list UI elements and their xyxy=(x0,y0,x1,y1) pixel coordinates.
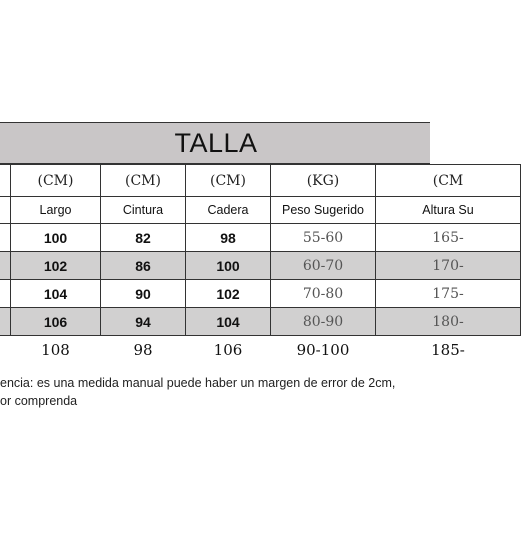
table-cell: 108 xyxy=(41,341,70,359)
note-line-1: encia: es una medida manual puede haber un margen de error de 2cm, xyxy=(0,376,396,390)
size-chart xyxy=(0,122,474,360)
table-cell: 80-90 xyxy=(271,308,376,336)
table-cell xyxy=(0,308,11,336)
table-cell: 102 xyxy=(186,280,271,308)
table-cell: 104 xyxy=(11,280,101,308)
table-row xyxy=(0,280,521,308)
table-cell: 104 xyxy=(186,308,271,336)
unit-cell-cintura: (CM) xyxy=(101,165,186,197)
table-cell: 94 xyxy=(101,308,186,336)
header-peso: Peso Sugerido xyxy=(271,197,376,224)
note-line-2: or comprenda xyxy=(0,394,78,408)
table-cell xyxy=(0,336,11,365)
unit-cell-peso: (KG) xyxy=(271,165,376,197)
title-band xyxy=(0,122,430,164)
table-cell: 86 xyxy=(101,252,186,280)
header-altura: Altura Su xyxy=(376,197,521,224)
table-cell xyxy=(0,224,11,252)
table-cell: 106 xyxy=(213,341,243,359)
table-row xyxy=(0,336,521,365)
table-cell: 70-80 xyxy=(271,280,376,308)
table-cell: 100 xyxy=(11,224,101,252)
size-table xyxy=(0,164,521,364)
table-cell: 90-100 xyxy=(296,341,350,359)
unit-cell-altura: (CM xyxy=(376,165,521,197)
header-largo: Largo xyxy=(11,197,101,224)
table-row xyxy=(0,224,521,252)
table-cell: 98 xyxy=(186,224,271,252)
table-cell: 98 xyxy=(133,341,153,359)
table-cell: 55-60 xyxy=(271,224,376,252)
table-cell: 90 xyxy=(101,280,186,308)
table-cell: 175- xyxy=(376,280,521,308)
table-cell: 185- xyxy=(431,341,465,359)
size-title: TALLA xyxy=(174,127,258,158)
table-cell: 100 xyxy=(186,252,271,280)
table-cell: 102 xyxy=(11,252,101,280)
header-cadera: Cadera xyxy=(186,197,271,224)
measurement-note xyxy=(0,374,430,410)
header-cintura: Cintura xyxy=(101,197,186,224)
table-row xyxy=(0,252,521,280)
unit-cell xyxy=(0,165,11,197)
table-cell: 170- xyxy=(376,252,521,280)
table-cell: 60-70 xyxy=(271,252,376,280)
table-cell: 165- xyxy=(376,224,521,252)
header-row xyxy=(0,197,521,224)
table-cell xyxy=(0,280,11,308)
unit-cell-largo: (CM) xyxy=(11,165,101,197)
table-cell: 106 xyxy=(11,308,101,336)
header-cell xyxy=(0,197,11,224)
unit-cell-cadera: (CM) xyxy=(186,165,271,197)
table-cell xyxy=(0,252,11,280)
unit-row xyxy=(0,165,521,197)
table-row xyxy=(0,308,521,336)
table-cell: 82 xyxy=(101,224,186,252)
table-cell: 180- xyxy=(376,308,521,336)
